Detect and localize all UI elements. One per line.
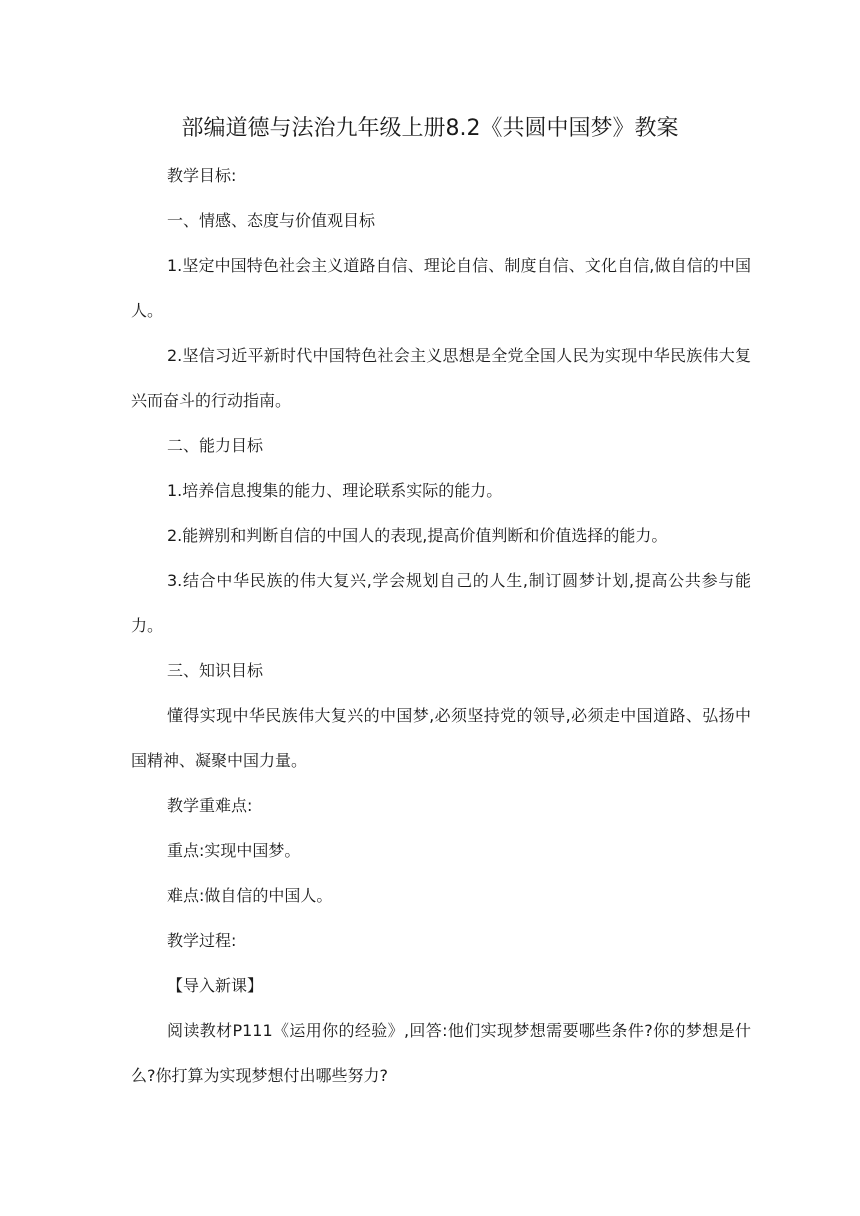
- paragraph-section-2-heading: 二、能力目标: [167, 436, 264, 455]
- paragraph-section-3-heading: 三、知识目标: [167, 661, 264, 680]
- paragraph-goal-2-1: 1.培养信息搜集的能力、理论联系实际的能力。: [167, 481, 503, 500]
- paragraph-knowledge-goal: 懂得实现中华民族伟大复兴的中国梦,必须坚持党的领导,必须走中国道路、弘扬中国精神、凝聚中国力量。: [131, 706, 751, 770]
- paragraph-section-1-heading: 一、情感、态度与价值观目标: [167, 211, 376, 230]
- paragraph-reading-task: 阅读教材P111《运用你的经验》,回答:他们实现梦想需要哪些条件?你的梦想是什么?你打算为实现梦想付出哪些努力?: [131, 1021, 751, 1085]
- paragraph-key-point: 重点:实现中国梦。: [167, 841, 301, 860]
- paragraph-goal-1-1: 1.坚定中国特色社会主义道路自信、理论自信、制度自信、文化自信,做自信的中国人。: [131, 256, 751, 320]
- paragraph-new-lesson-intro: 【导入新课】: [167, 976, 264, 995]
- paragraph-teaching-process: 教学过程:: [167, 931, 237, 950]
- paragraph-key-difficult-points: 教学重难点:: [167, 796, 253, 815]
- paragraph-goal-1-2: 2.坚信习近平新时代中国特色社会主义思想是全党全国人民为实现中华民族伟大复兴而奋斗的行动指南。: [131, 346, 751, 410]
- document-title: 部编道德与法治九年级上册8.2《共圆中国梦》教案: [181, 116, 679, 141]
- paragraph-goal-2-2: 2.能辨别和判断自信的中国人的表现,提高价值判断和价值选择的能力。: [167, 526, 668, 545]
- paragraph-difficult-point: 难点:做自信的中国人。: [167, 886, 333, 905]
- paragraph-goal-2-3: 3.结合中华民族的伟大复兴,学会规划自己的人生,制订圆梦计划,提高公共参与能力。: [131, 571, 751, 635]
- paragraph-teaching-goals: 教学目标:: [167, 166, 237, 185]
